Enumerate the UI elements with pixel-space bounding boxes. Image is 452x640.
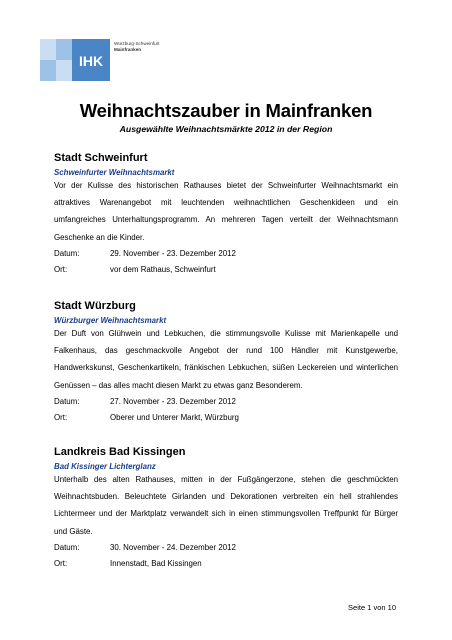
market-description: Vor der Kulisse des historischen Rathauses bietet der Schweinfurter Weihnachtsmarkt ein attraktives Warenangebot mit leuchtenden weihnachtlichen Geschenkideen und ein umfangreiches Unterhaltungsprogramm. An mehreren Tagen verteilt der Weihnachtsmann Geschenke an die Kinder. [54,181,398,242]
logo-wordmark [114,41,159,53]
place-row [54,262,398,278]
place-value: Oberer und Unterer Markt, Würzburg [110,412,239,422]
logo-mark: IHK [78,53,104,69]
place-label: Ort: [54,412,68,422]
date-label: Datum: [54,248,80,258]
section-bad-kissingen [54,446,398,572]
section-heading: Stadt Schweinfurt [54,152,148,164]
date-value: 30. November - 24. Dezember 2012 [110,542,236,552]
market-name: Schweinfurter Weihnachtsmarkt [54,168,175,177]
date-value: 29. November - 23. Dezember 2012 [110,248,236,258]
place-label: Ort: [54,264,68,274]
place-row [54,410,398,426]
logo-line1: Würzburg-Schweinfurt [114,41,160,46]
date-row [54,540,398,556]
place-value: Innenstadt, Bad Kissingen [110,558,202,568]
page-title: Weihnachtszauber in Mainfranken [79,100,373,121]
place-value: vor dem Rathaus, Schweinfurt [110,264,216,274]
ihk-logo [40,39,175,81]
date-row [54,246,398,262]
place-row [54,556,398,572]
section-wuerzburg [54,300,398,426]
market-description: Der Duft von Glühwein und Lebkuchen, die stimmungsvolle Kulisse mit Marienkapelle und Falkenhaus, das geschmackvolle Angebot der rund 100 Händler mit Kunstgewerbe, Handwerkskunst, Geschenkartikeln, fränkischen Lebkuchen, süßen Leckereien und winterlichen Genüssen – das alles macht diesen Markt zu etwas ganz Besonderem. [54,329,398,390]
section-heading: Stadt Würzburg [54,300,136,312]
market-name: Bad Kissinger Lichterglanz [54,462,156,471]
date-label: Datum: [54,396,80,406]
market-description: Unterhalb des alten Rathauses, mitten in der Fußgängerzone, stehen die geschmückten Weihnachtsbuden. Beleuchtete Girlanden und Dekorationen verbreiten ein hell strahlendes Lichtermeer und der Marktplatz verwandelt sich in einen stimmungsvollen Treffpunkt für Bürger und Gäste. [54,475,398,536]
page-subtitle: Ausgewählte Weihnachtsmärkte 2012 in der Region [119,124,333,134]
market-name: Würzburger Weihnachtsmarkt [54,316,167,325]
page-number: Seite 1 von 10 [348,603,396,612]
place-label: Ort: [54,558,68,568]
logo-line2: Mainfranken [114,47,142,52]
section-heading: Landkreis Bad Kissingen [54,446,186,458]
section-schweinfurt [54,152,398,278]
date-label: Datum: [54,542,80,552]
date-row [54,394,398,410]
date-value: 27. November - 23. Dezember 2012 [110,396,236,406]
